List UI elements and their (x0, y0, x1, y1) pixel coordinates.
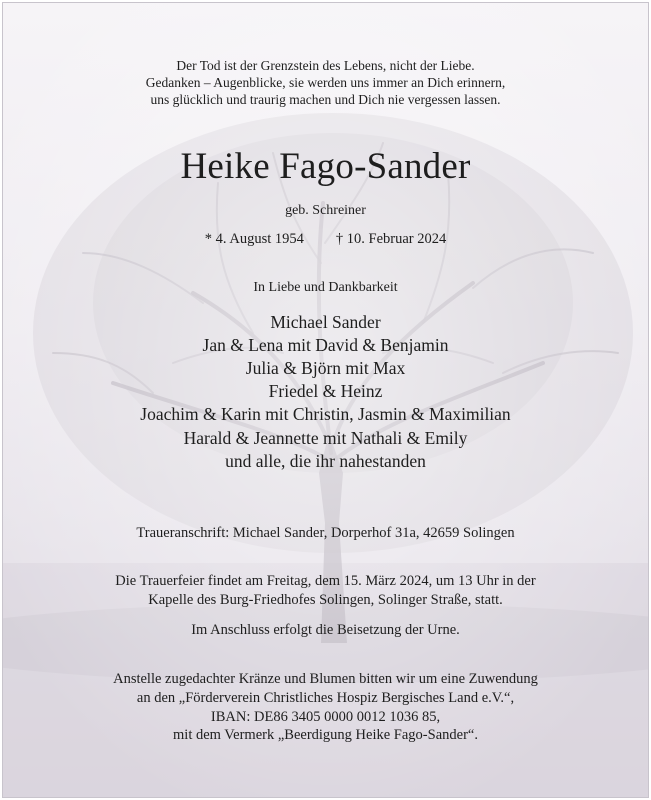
family-member: Julia & Björn mit Max (245, 358, 406, 378)
ceremony-line: Die Trauerfeier findet am Freitag, dem 15. März 2024, um 13 Uhr in der (115, 573, 536, 589)
family-member: Friedel & Heinz (268, 381, 383, 401)
life-dates (3, 231, 648, 248)
donation-line: IBAN: DE86 3405 0000 0012 1036 85, (210, 709, 441, 725)
birth-name: geb. Schreiner (285, 203, 366, 218)
donation-line: an den „Förderverein Christliches Hospiz Bergisches Land e.V.“, (136, 690, 515, 706)
deceased-name: Heike Fago-Sander (180, 146, 471, 187)
donation-line: mit dem Vermerk „Beerdigung Heike Fago-Sander“. (173, 727, 478, 743)
obituary-text (3, 3, 648, 797)
quote-line: uns glücklich und traurig machen und Dich nie vergessen lassen. (150, 92, 501, 107)
quote-line: Der Tod ist der Grenzstein des Lebens, nicht der Liebe. (176, 58, 475, 73)
family-member: Jan & Lena mit David & Benjamin (202, 335, 449, 355)
mourning-address: Traueranschrift: Michael Sander, Dorperhof 31a, 42659 Solingen (136, 525, 515, 541)
dedication: In Liebe und Dankbarkeit (253, 280, 398, 295)
donation-line: Anstelle zugedachter Kränze und Blumen bitten wir um eine Zuwendung (113, 671, 538, 687)
family-member: Michael Sander (270, 312, 381, 332)
family-member: und alle, die ihr nahestanden (225, 451, 426, 471)
family-member: Harald & Jeannette mit Nathali & Emily (183, 428, 468, 448)
death-date: † 10. Februar 2024 (335, 231, 447, 247)
family-member: Joachim & Karin mit Christin, Jasmin & Maximilian (140, 404, 511, 424)
burial-notice: Im Anschluss erfolgt die Beisetzung der Urne. (191, 622, 460, 638)
birth-date: * 4. August 1954 (204, 231, 304, 247)
ceremony-line: Kapelle des Burg-Friedhofes Solingen, Solinger Straße, statt. (148, 592, 503, 608)
quote-line: Gedanken – Augenblicke, sie werden uns immer an Dich erinnern, (145, 75, 506, 90)
obituary-card (2, 2, 649, 798)
